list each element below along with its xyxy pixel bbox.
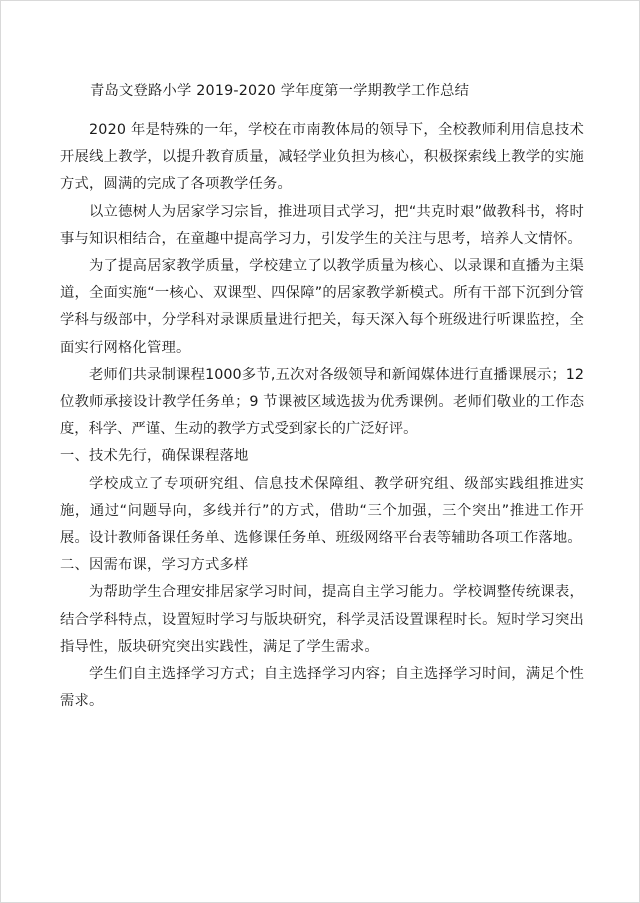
- paragraph-course-arrangement: 为帮助学生合理安排居家学习时间，提高自主学习能力。学校调整传统课表，结合学科特点，设置短时学习与版块研究，科学灵活设置课程时长。短时学习突出指导性，版块研究突出实践性，满足了学生需求。: [60, 584, 584, 655]
- document-title: 青岛文登路小学 2019-2020 学年度第一学期教学工作总结: [90, 83, 470, 99]
- paragraph-teaching-quality: 为了提高居家教学质量，学校建立了以教学质量为核心、以录课和直播为主渠道，全面实施“一核心、双课型、四保障”的居家教学新模式。所有干部下沉到分管学科与级部中，分学科对录课质量进行把关，每天深入每个班级进行听课监控，全面实行网格化管理。: [60, 258, 584, 356]
- paragraph-achievements: 老师们共录制课程1000多节,五次对各级领导和新闻媒体进行直播课展示；12 位教师承接设计教学任务单；9 节课被区域选拔为优秀课例。老师们敬业的工作态度，科学、严谨、生动的教学方式受到家长的广泛好评。: [60, 366, 584, 438]
- document-body: [60, 80, 584, 715]
- paragraph-moral-education: 以立德树人为居家学习宗旨，推进项目式学习，把“共克时艰”做教科书，将时事与知识相结合，在童趣中提高学习力，引发学生的关注与思考，培养人文情怀。: [60, 203, 584, 247]
- section-heading-courses: 二、因需布课，学习方式多样: [60, 557, 249, 574]
- paragraph-intro: 2020 年是特殊的一年，学校在市南教体局的领导下，全校教师利用信息技术开展线上教学，以提升教育质量，减轻学业负担为核心，积极探索线上教学的实施方式，圆满的完成了各项教学任务。: [60, 122, 584, 193]
- paragraph-self-selection: 学生们自主选择学习方式；自主选择学习内容；自主选择学习时间，满足个性需求。: [60, 666, 584, 710]
- section-heading-technology: 一、技术先行，确保课程落地: [60, 448, 249, 465]
- paragraph-technology: 学校成立了专项研究组、信息技术保障组、教学研究组、级部实践组推进实施，通过“问题导向，多线并行”的方式，借助“三个加强，三个突出”推进工作开展。设计教师备课任务单、选修课任务单、班级网络平台表等辅助各项工作落地。: [60, 475, 584, 547]
